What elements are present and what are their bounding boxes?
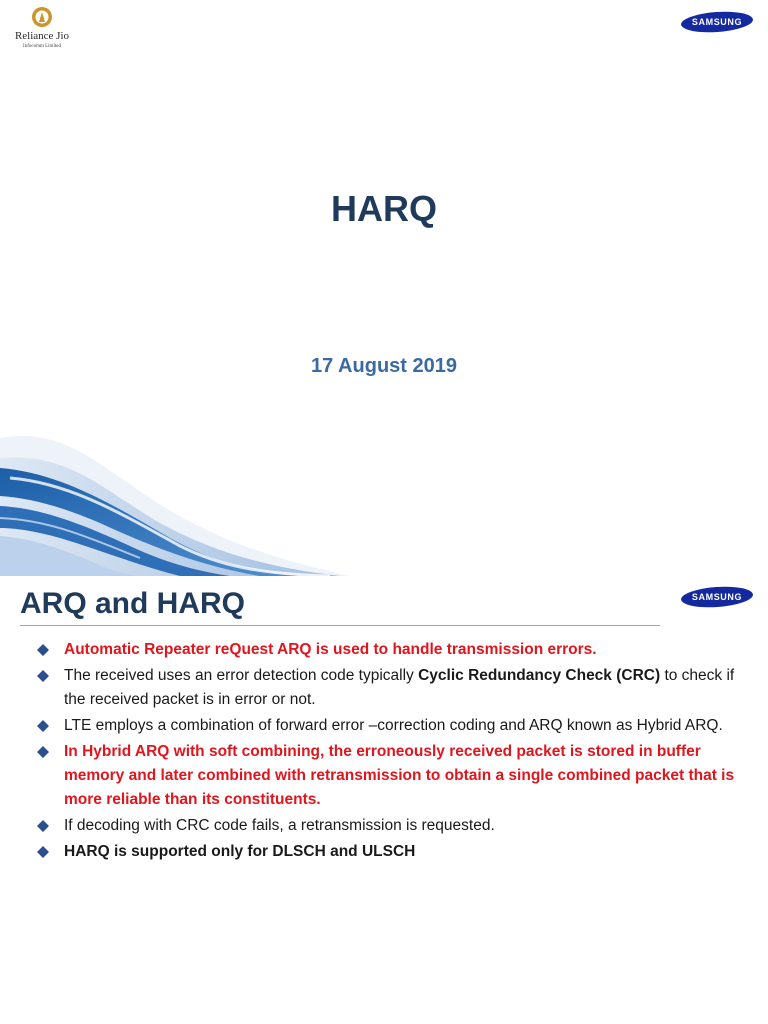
bullet-text: HARQ is supported only for DLSCH and ULSCH <box>64 843 416 860</box>
bullet-item <box>36 638 746 662</box>
diamond-bullet-icon <box>36 845 50 859</box>
reliance-jio-logo <box>6 6 76 56</box>
samsung-logo-text: SAMSUNG <box>691 592 743 602</box>
bullet-list <box>36 638 746 866</box>
samsung-logo-text: SAMSUNG <box>691 17 743 27</box>
bullet-item <box>36 740 746 812</box>
diamond-bullet-icon <box>36 819 50 833</box>
bullet-text: Automatic Repeater reQuest ARQ is used to handle transmission errors. <box>64 641 597 658</box>
reliance-logo-name: Reliance Jio <box>14 30 70 42</box>
bullet-text: LTE employs a combination of forward error –correction coding and ARQ known as Hybrid ARQ. <box>64 717 723 734</box>
bullet-bold-text: Cyclic Redundancy Check (CRC) <box>418 667 661 684</box>
bullet-text: If decoding with CRC code fails, a retransmission is requested. <box>64 817 495 834</box>
presentation-title: HARQ <box>331 188 437 229</box>
bullet-item <box>36 840 746 864</box>
decorative-wave-graphic <box>0 428 350 576</box>
samsung-logo <box>680 10 754 34</box>
reliance-emblem-icon <box>31 6 53 28</box>
reliance-logo-subtitle: Infocomm Limited <box>23 44 61 49</box>
bullet-item <box>36 814 746 838</box>
samsung-logo <box>680 585 754 609</box>
bullet-item <box>36 664 746 712</box>
bullet-text: The received uses an error detection code typically <box>64 667 419 684</box>
diamond-bullet-icon <box>36 643 50 657</box>
title-divider <box>20 625 660 626</box>
slide-title: ARQ and HARQ <box>20 587 245 620</box>
content-slide <box>0 576 768 1024</box>
presentation-date: 17 August 2019 <box>311 355 457 377</box>
diamond-bullet-icon <box>36 719 50 733</box>
bullet-text: In Hybrid ARQ with soft combining, the erroneously received packet is stored in buffer memory and later combined with retransmission to obtain a single combined packet that is more reliable than its constituents. <box>64 743 735 808</box>
diamond-bullet-icon <box>36 669 50 683</box>
bullet-text: to check if the received packet is in error or not. <box>64 667 735 708</box>
bullet-item <box>36 714 746 738</box>
diamond-bullet-icon <box>36 745 50 759</box>
